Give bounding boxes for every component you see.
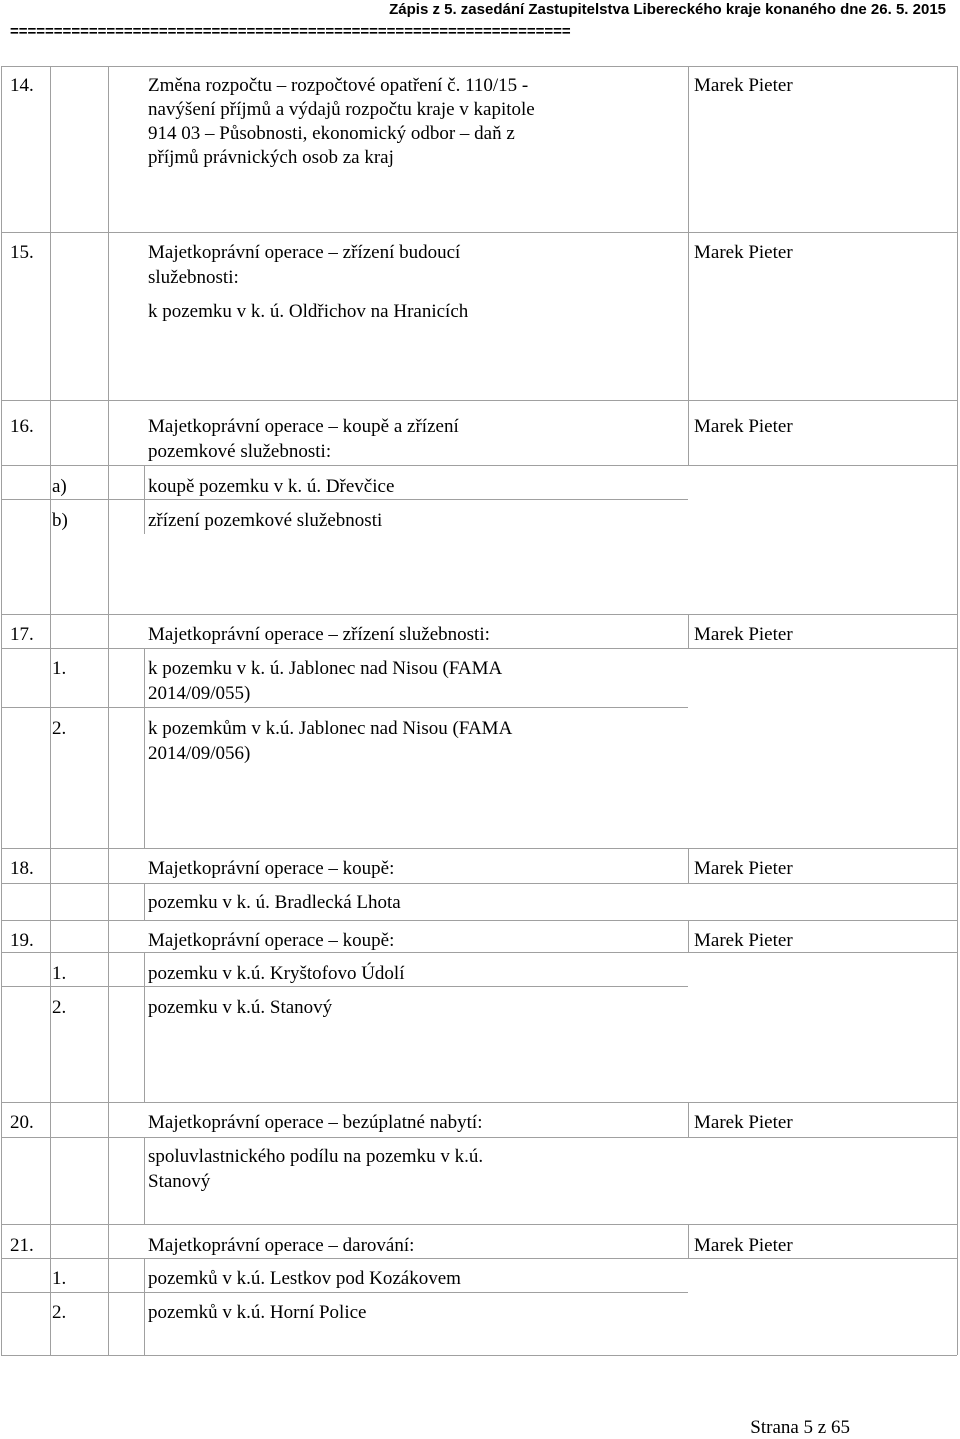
sub-item-marker: 2. bbox=[52, 997, 67, 1018]
presenter-cell-border bbox=[688, 232, 689, 400]
sub-row-border bbox=[1, 465, 688, 466]
table-border-right bbox=[957, 66, 958, 232]
table-border-left bbox=[1, 400, 2, 614]
item-number: 19. bbox=[10, 930, 34, 951]
item-title: 914 03 – Působnosti, ekonomický odbor – daň z bbox=[148, 123, 515, 144]
sub-item-text: pozemku v k. ú. Bradlecká Lhota bbox=[148, 892, 401, 913]
header-separator: ================================================================ bbox=[10, 23, 571, 40]
sub-item-text: pozemků v k.ú. Horní Police bbox=[148, 1302, 367, 1323]
sub-item-text: k pozemkům v k.ú. Jablonec nad Nisou (FAMA bbox=[148, 718, 513, 739]
sub-row-border bbox=[1, 952, 688, 953]
presenter-cell-border bbox=[688, 1224, 689, 1258]
item-title: Majetkoprávní operace – zřízení budoucí bbox=[148, 242, 461, 263]
item-presenter: Marek Pieter bbox=[694, 930, 793, 951]
presenter-cell-border bbox=[688, 1137, 957, 1138]
sub-column-divider bbox=[144, 986, 145, 1102]
sub-item-text: 2014/09/055) bbox=[148, 683, 251, 704]
sub-item-text: k pozemku v k. ú. Jablonec nad Nisou (FAMA bbox=[148, 658, 503, 679]
table-border-left bbox=[1, 920, 2, 1102]
item-presenter: Marek Pieter bbox=[694, 1235, 793, 1256]
sub-item-marker: 2. bbox=[52, 718, 67, 739]
item-number: 17. bbox=[10, 624, 34, 645]
column-divider bbox=[108, 848, 109, 920]
presenter-cell-border bbox=[688, 465, 957, 466]
column-divider bbox=[108, 614, 109, 848]
presenter-cell-border bbox=[688, 952, 957, 953]
column-divider bbox=[50, 614, 51, 848]
item-title: Majetkoprávní operace – bezúplatné nabytí: bbox=[148, 1112, 483, 1133]
column-divider bbox=[50, 400, 51, 614]
item-number: 14. bbox=[10, 75, 34, 96]
sub-column-divider bbox=[144, 952, 145, 986]
sub-row-border bbox=[1, 1137, 688, 1138]
table-border-left bbox=[1, 1102, 2, 1224]
presenter-cell-border bbox=[688, 648, 957, 649]
sub-column-divider bbox=[144, 465, 145, 499]
item-number: 16. bbox=[10, 416, 34, 437]
item-presenter: Marek Pieter bbox=[694, 416, 793, 437]
sub-column-divider bbox=[144, 1137, 145, 1224]
sub-row-border bbox=[1, 499, 688, 500]
sub-row-border bbox=[1, 1258, 688, 1259]
item-title: Majetkoprávní operace – koupě: bbox=[148, 858, 395, 879]
table-border-left bbox=[1, 66, 2, 232]
sub-row-border bbox=[1, 883, 688, 884]
sub-item-text: k pozemku v k. ú. Oldřichov na Hranicích bbox=[148, 301, 469, 322]
column-divider bbox=[50, 66, 51, 232]
sub-item-marker: 1. bbox=[52, 963, 67, 984]
presenter-cell-border bbox=[688, 614, 689, 648]
item-title: Majetkoprávní operace – koupě: bbox=[148, 930, 395, 951]
table-border-right bbox=[957, 614, 958, 848]
sub-item-text: zřízení pozemkové služebnosti bbox=[148, 510, 383, 531]
item-presenter: Marek Pieter bbox=[694, 1112, 793, 1133]
presenter-cell-border bbox=[688, 400, 689, 465]
item-presenter: Marek Pieter bbox=[694, 242, 793, 263]
sub-column-divider bbox=[144, 1292, 145, 1355]
sub-row-border bbox=[1, 648, 688, 649]
sub-item-marker: 1. bbox=[52, 1268, 67, 1289]
sub-column-divider bbox=[144, 648, 145, 707]
item-title: Majetkoprávní operace – zřízení služebnosti: bbox=[148, 624, 490, 645]
table-row-border bbox=[1, 232, 957, 233]
column-divider bbox=[108, 1224, 109, 1355]
sub-item-text: pozemku v k.ú. Stanový bbox=[148, 997, 333, 1018]
sub-column-divider bbox=[144, 883, 145, 920]
table-row-border bbox=[1, 920, 957, 921]
item-presenter: Marek Pieter bbox=[694, 75, 793, 96]
presenter-cell-border bbox=[688, 1102, 689, 1137]
presenter-cell-border bbox=[688, 920, 689, 952]
presenter-cell-border bbox=[688, 1258, 957, 1259]
item-title: navýšení příjmů a výdajů rozpočtu kraje v kapitole bbox=[148, 99, 535, 120]
column-divider bbox=[108, 920, 109, 1102]
table-row-border bbox=[1, 614, 957, 615]
item-presenter: Marek Pieter bbox=[694, 624, 793, 645]
sub-column-divider bbox=[144, 1258, 145, 1292]
sub-item-text: pozemku v k.ú. Kryštofovo Údolí bbox=[148, 963, 405, 984]
table-row-border bbox=[1, 66, 957, 67]
sub-item-text: spoluvlastnického podílu na pozemku v k.ú. bbox=[148, 1146, 484, 1167]
sub-item-marker: b) bbox=[52, 510, 68, 531]
column-divider bbox=[108, 232, 109, 400]
sub-item-text: koupě pozemku v k. ú. Dřevčice bbox=[148, 476, 395, 497]
item-title: Majetkoprávní operace – darování: bbox=[148, 1235, 415, 1256]
item-number: 18. bbox=[10, 858, 34, 879]
item-title: Změna rozpočtu – rozpočtové opatření č. 110/15 - bbox=[148, 75, 529, 96]
column-divider bbox=[50, 1224, 51, 1355]
column-divider bbox=[108, 400, 109, 614]
table-border-left bbox=[1, 614, 2, 848]
table-border-left bbox=[1, 232, 2, 400]
table-border-right bbox=[957, 920, 958, 1102]
sub-item-text: Stanový bbox=[148, 1171, 211, 1192]
column-divider bbox=[50, 920, 51, 1102]
sub-item-marker: 1. bbox=[52, 658, 67, 679]
table-border-right bbox=[957, 1224, 958, 1355]
item-number: 15. bbox=[10, 242, 34, 263]
presenter-cell-border bbox=[688, 848, 689, 883]
item-title: služebnosti: bbox=[148, 267, 239, 288]
sub-column-divider bbox=[144, 499, 145, 534]
table-border-right bbox=[957, 232, 958, 400]
sub-item-text: 2014/09/056) bbox=[148, 743, 251, 764]
column-divider bbox=[50, 232, 51, 400]
table-row-border bbox=[1, 1224, 957, 1225]
sub-column-divider bbox=[144, 707, 145, 848]
column-divider bbox=[50, 848, 51, 920]
table-border-right bbox=[957, 848, 958, 920]
sub-row-border bbox=[1, 1292, 688, 1293]
table-row-border bbox=[1, 400, 957, 401]
sub-row-border bbox=[1, 707, 688, 708]
table-border-right bbox=[957, 1102, 958, 1224]
table-row-border bbox=[1, 848, 957, 849]
item-title: pozemkové služebnosti: bbox=[148, 441, 332, 462]
sub-item-text: pozemků v k.ú. Lestkov pod Kozákovem bbox=[148, 1268, 461, 1289]
sub-item-marker: a) bbox=[52, 476, 67, 497]
presenter-cell-border bbox=[688, 883, 957, 884]
item-presenter: Marek Pieter bbox=[694, 858, 793, 879]
page-number: Strana 5 z 65 bbox=[750, 1417, 850, 1438]
table-border-right bbox=[957, 400, 958, 614]
table-row-border bbox=[1, 1102, 957, 1103]
column-divider bbox=[50, 1102, 51, 1224]
item-title: Majetkoprávní operace – koupě a zřízení bbox=[148, 416, 459, 437]
sub-item-marker: 2. bbox=[52, 1302, 67, 1323]
item-number: 21. bbox=[10, 1235, 34, 1256]
item-number: 20. bbox=[10, 1112, 34, 1133]
presenter-cell-border bbox=[688, 66, 689, 232]
column-divider bbox=[108, 66, 109, 232]
sub-row-border bbox=[1, 986, 688, 987]
document-header-title: Zápis z 5. zasedání Zastupitelstva Libereckého kraje konaného dne 26. 5. 2015 bbox=[389, 1, 946, 18]
column-divider bbox=[108, 1102, 109, 1224]
table-bottom-border bbox=[1, 1355, 957, 1356]
table-border-left bbox=[1, 1224, 2, 1355]
item-title: příjmů právnických osob za kraj bbox=[148, 147, 394, 168]
table-border-left bbox=[1, 848, 2, 920]
